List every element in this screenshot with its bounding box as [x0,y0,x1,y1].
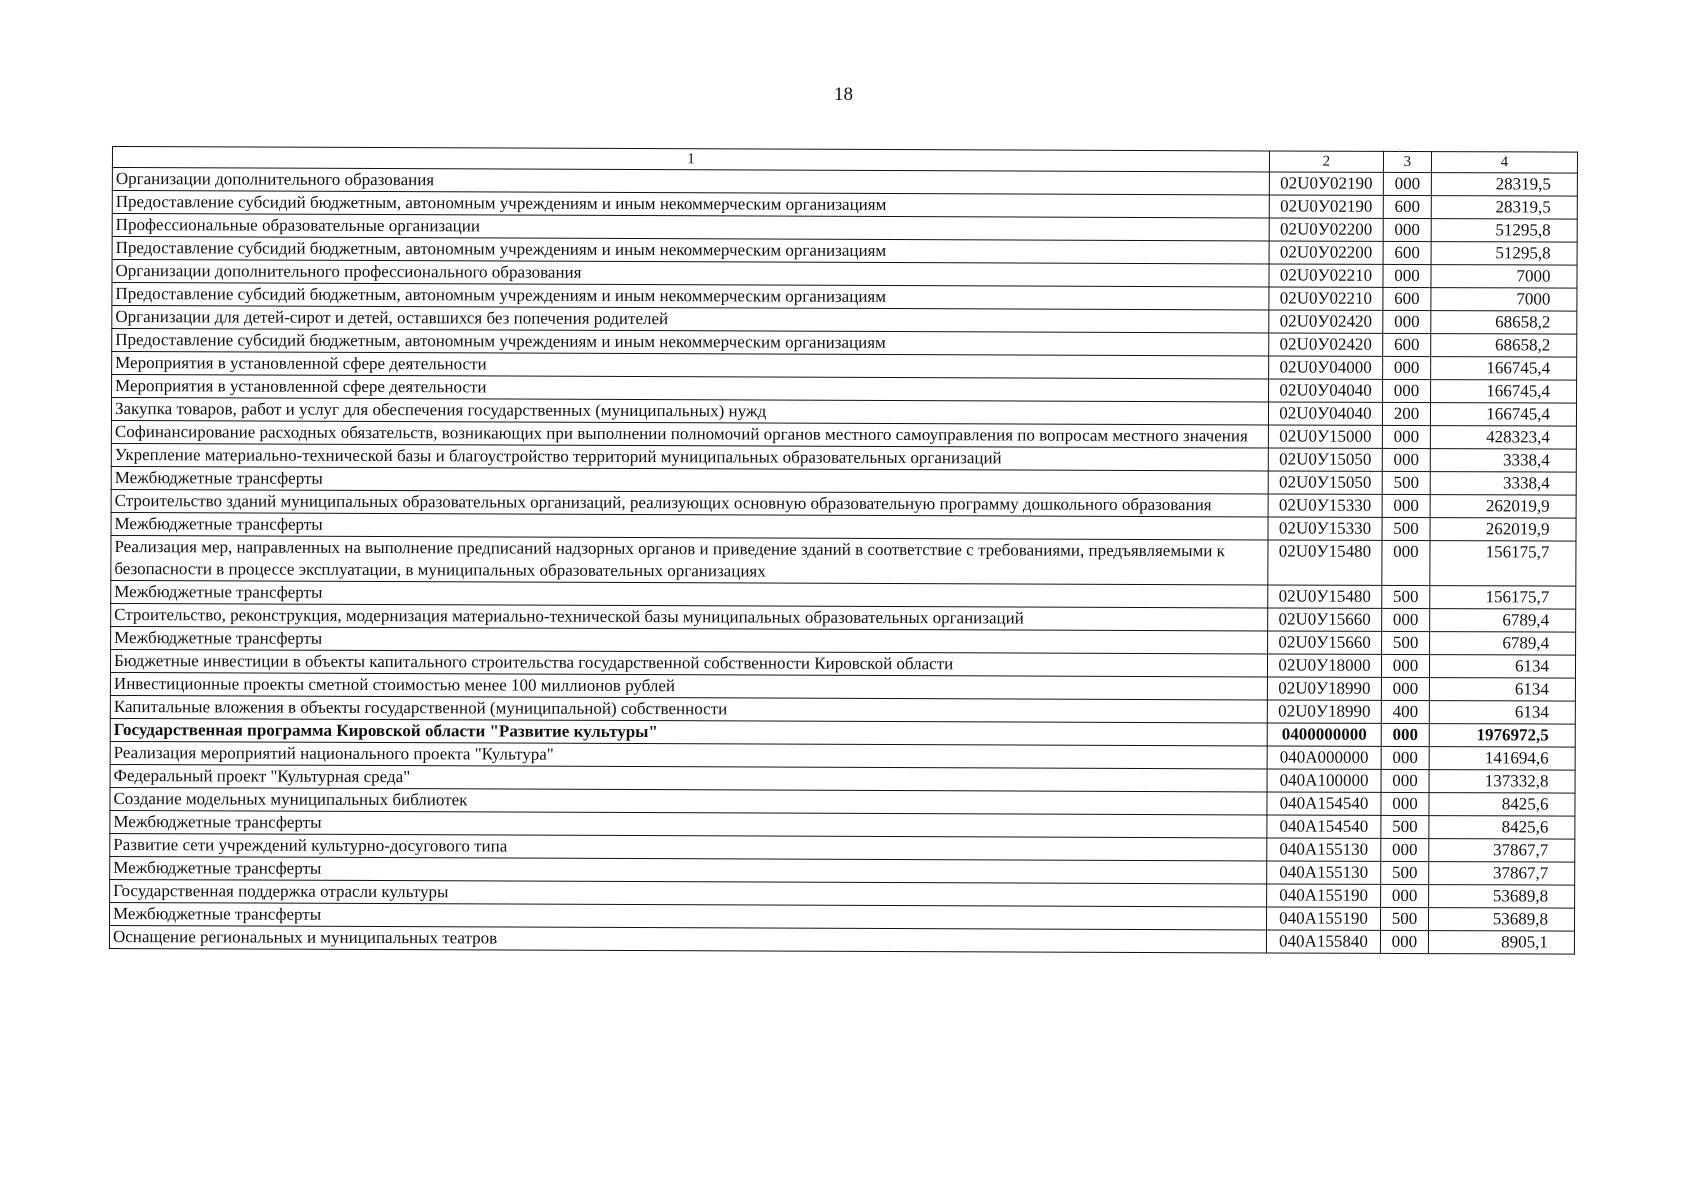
cell-sum: 8425,6 [1429,793,1575,817]
cell-code: 040A154540 [1267,815,1381,838]
cell-sum: 166745,4 [1431,357,1577,381]
cell-code: 02U0У02190 [1269,195,1383,218]
cell-code: 040A155130 [1267,861,1381,884]
column-header-sum: 4 [1431,152,1577,174]
cell-code: 02U0У18990 [1267,700,1381,723]
cell-sum: 6134 [1429,701,1575,725]
cell-sum: 6789,4 [1430,609,1576,633]
cell-name: Закупка товаров, работ и услуг для обеспечения государственных (муниципальных) нужд [111,398,1268,425]
cell-code: 02U0У15330 [1268,494,1382,517]
cell-sum: 37867,7 [1429,839,1575,863]
cell-code: 02U0У02210 [1269,287,1383,310]
cell-type: 000 [1383,310,1431,333]
cell-sum: 262019,9 [1430,518,1576,542]
cell-code: 02U0У15480 [1268,540,1382,585]
cell-type: 000 [1381,677,1429,700]
cell-sum: 8425,6 [1429,816,1575,840]
table-row [109,925,1574,954]
cell-sum: 68658,2 [1431,334,1577,358]
cell-type: 000 [1381,838,1429,861]
cell-code: 02U0У04040 [1269,379,1383,402]
cell-name: Развитие сети учреждений культурно-досугового типа [110,833,1267,860]
cell-code: 0400000000 [1267,723,1381,746]
cell-name: Софинансирование расходных обязательств, возникающих при выполнении полномочий органов местного самоуправления по вопросам местного значения [111,420,1268,447]
cell-type: 000 [1381,654,1429,677]
cell-type: 500 [1381,861,1429,884]
cell-code: 02U0У15050 [1268,448,1382,471]
cell-type: 000 [1381,792,1429,815]
cell-sum: 141694,6 [1429,747,1575,771]
cell-type: 000 [1381,723,1429,746]
cell-code: 040A100000 [1267,769,1381,792]
cell-name: Государственная поддержка отрасли культуры [110,879,1267,906]
cell-sum: 6134 [1429,655,1575,679]
cell-code: 02U0У18000 [1267,654,1381,677]
cell-name: Капитальные вложения в объекты государственной (муниципальной) собственности [110,695,1267,722]
cell-sum: 7000 [1431,265,1577,289]
cell-sum: 28319,5 [1431,173,1577,197]
cell-code: 02U0У02420 [1269,333,1383,356]
budget-table-container [109,146,1577,955]
table-body [109,168,1577,955]
cell-sum: 68658,2 [1431,311,1577,335]
cell-name: Предоставление субсидий бюджетным, автономным учреждениям и иным некоммерческим организациям [112,329,1269,356]
column-header-code: 2 [1269,151,1383,172]
column-header-name: 1 [112,147,1269,172]
cell-sum: 262019,9 [1430,495,1576,519]
cell-name: Организации для детей-сирот и детей, оставшихся без попечения родителей [112,306,1269,333]
cell-type: 000 [1381,769,1429,792]
cell-type: 000 [1382,448,1430,471]
cell-type: 000 [1382,608,1430,631]
cell-sum: 1976972,5 [1429,724,1575,748]
cell-type: 200 [1382,402,1430,425]
cell-code: 02U0У18990 [1267,677,1381,700]
cell-name: Строительство, реконструкция, модернизация материально-технической базы муниципальных образовательных организаций [111,603,1268,630]
cell-sum: 37867,7 [1429,862,1575,886]
cell-name: Предоставление субсидий бюджетным, автономным учреждениям и иным некоммерческим организациям [112,283,1269,310]
cell-name: Организации дополнительного профессионального образования [112,260,1269,287]
cell-name: Межбюджетные трансферты [110,902,1267,929]
cell-name: Межбюджетные трансферты [110,856,1267,883]
cell-name: Межбюджетные трансферты [111,512,1268,539]
cell-code: 02U0У15330 [1268,517,1382,540]
cell-type: 400 [1381,700,1429,723]
cell-code: 02U0У15660 [1268,631,1382,654]
cell-name: Профессиональные образовательные организации [112,214,1269,241]
cell-sum: 51295,8 [1431,242,1577,266]
cell-type: 500 [1382,517,1430,540]
table-row [111,535,1576,586]
cell-name: Оснащение региональных и муниципальных театров [109,925,1266,952]
cell-name: Реализация мер, направленных на выполнение предписаний надзорных органов и приведение зданий в соответствие с требованиями, предъявляемыми к безопасности в процессе эксплуатации, в муниципальных образовательных организациях [111,535,1268,584]
cell-code: 040A154540 [1267,792,1381,815]
budget-table [109,146,1578,955]
cell-sum: 3338,4 [1430,449,1576,473]
cell-code: 040A000000 [1267,746,1381,769]
cell-type: 000 [1382,540,1430,585]
cell-sum: 3338,4 [1430,472,1576,496]
cell-type: 000 [1381,746,1429,769]
cell-code: 02U0У02190 [1269,172,1383,195]
cell-code: 040A155190 [1266,907,1380,930]
cell-type: 600 [1383,287,1431,310]
cell-sum: 53689,8 [1429,885,1575,909]
cell-name: Инвестиционные проекты сметной стоимостью менее 100 миллионов рублей [110,672,1267,699]
cell-name: Межбюджетные трансферты [111,580,1268,607]
cell-code: 02U0У02210 [1269,264,1383,287]
cell-sum: 166745,4 [1431,380,1577,404]
cell-code: 040A155840 [1266,930,1380,953]
cell-name: Мероприятия в установленной сфере деятельности [112,375,1269,402]
cell-type: 600 [1383,333,1431,356]
cell-type: 500 [1382,585,1430,608]
cell-sum: 166745,4 [1430,403,1576,427]
cell-name: Бюджетные инвестиции в объекты капитального строительства государственной собственности Кировской области [110,649,1267,676]
cell-sum: 28319,5 [1431,196,1577,220]
cell-name: Межбюджетные трансферты [110,810,1267,837]
cell-code: 02U0У15050 [1268,471,1382,494]
cell-sum: 53689,8 [1428,908,1574,932]
cell-type: 500 [1382,631,1430,654]
cell-name: Мероприятия в установленной сфере деятельности [112,352,1269,379]
cell-type: 600 [1383,195,1431,218]
cell-type: 000 [1381,884,1429,907]
cell-type: 600 [1383,241,1431,264]
cell-type: 000 [1383,172,1431,195]
cell-name: Предоставление субсидий бюджетным, автономным учреждениям и иным некоммерческим организациям [112,237,1269,264]
cell-type: 000 [1383,356,1431,379]
cell-sum: 156175,7 [1430,586,1576,610]
cell-name: Межбюджетные трансферты [111,626,1268,653]
cell-code: 040A155190 [1267,884,1381,907]
cell-type: 500 [1382,471,1430,494]
cell-sum: 156175,7 [1430,541,1576,587]
cell-code: 02U0У15660 [1268,608,1382,631]
cell-code: 02U0У04000 [1269,356,1383,379]
cell-type: 000 [1383,218,1431,241]
cell-code: 02U0У02200 [1269,241,1383,264]
cell-name: Реализация мероприятий национального проекта "Культура" [110,741,1267,768]
cell-type: 000 [1383,264,1431,287]
cell-code: 02U0У15480 [1268,585,1382,608]
cell-sum: 51295,8 [1431,219,1577,243]
cell-code: 040A155130 [1267,838,1381,861]
cell-code: 02U0У15000 [1268,425,1382,448]
cell-type: 000 [1382,425,1430,448]
cell-code: 02U0У02420 [1269,310,1383,333]
cell-sum: 137332,8 [1429,770,1575,794]
cell-type: 500 [1380,907,1428,930]
cell-name: Предоставление субсидий бюджетным, автономным учреждениям и иным некоммерческим организациям [112,191,1269,218]
cell-name: Укрепление материально-технической базы и благоустройство территорий муниципальных образовательных организаций [111,443,1268,470]
cell-sum: 428323,4 [1430,426,1576,450]
cell-name: Строительство зданий муниципальных образовательных организаций, реализующих основную образовательную программу дошкольного образования [111,489,1268,516]
cell-name: Межбюджетные трансферты [111,466,1268,493]
cell-code: 02U0У04040 [1268,402,1382,425]
cell-name: Организации дополнительного образования [112,168,1269,195]
cell-code: 02U0У02200 [1269,218,1383,241]
cell-type: 000 [1380,930,1428,953]
page-number: 18 [834,84,853,105]
cell-type: 000 [1383,379,1431,402]
column-header-type: 3 [1383,151,1431,172]
cell-name: Создание модельных муниципальных библиотек [110,787,1267,814]
cell-name: Государственная программа Кировской области "Развитие культуры" [110,718,1267,745]
cell-name: Федеральный проект "Культурная среда" [110,764,1267,791]
cell-sum: 8905,1 [1428,931,1574,955]
cell-sum: 6789,4 [1430,632,1576,656]
cell-type: 000 [1382,494,1430,517]
cell-sum: 7000 [1431,288,1577,312]
cell-type: 500 [1381,815,1429,838]
cell-sum: 6134 [1429,678,1575,702]
